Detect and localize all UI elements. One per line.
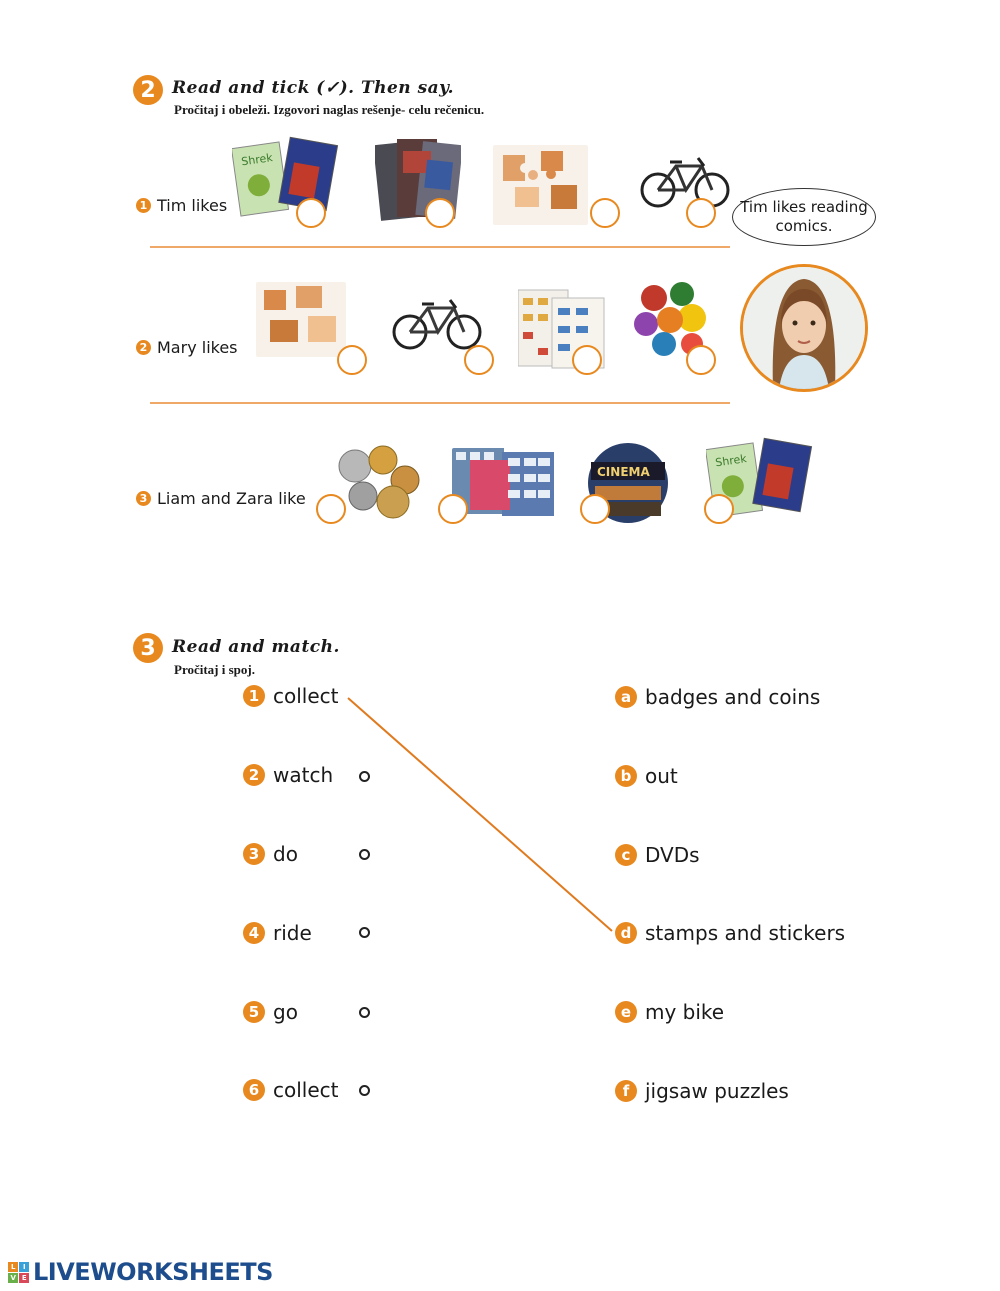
- match-right-item-b[interactable]: [615, 764, 678, 788]
- match-right-item-a[interactable]: [615, 685, 820, 709]
- match-dot[interactable]: [359, 1085, 370, 1096]
- logo-letter: E: [19, 1273, 29, 1283]
- exercise-2-title: Read and tick (✓). Then say.: [172, 78, 455, 98]
- match-right-item-d[interactable]: [615, 921, 845, 945]
- match-dot[interactable]: [359, 1007, 370, 1018]
- item-text: badges and coins: [645, 685, 821, 709]
- item-text: watch: [273, 763, 334, 787]
- logo-icon: [8, 1262, 29, 1283]
- match-dot[interactable]: [359, 771, 370, 782]
- match-left-item-4: [243, 921, 312, 945]
- match-left-item-3: [243, 842, 298, 866]
- row-number-badge: 2: [136, 340, 151, 355]
- row-label-text: Liam and Zara like: [157, 489, 306, 508]
- item-text: out: [645, 764, 678, 788]
- match-left-item-1: [243, 684, 339, 708]
- item-text: go: [273, 1000, 298, 1024]
- match-dot[interactable]: [359, 927, 370, 938]
- row-label-text: Mary likes: [157, 338, 238, 357]
- item-text: collect: [273, 1078, 339, 1102]
- item-text: ride: [273, 921, 312, 945]
- exercise-3-badge: 3: [133, 633, 163, 663]
- match-dot[interactable]: [359, 849, 370, 860]
- logo-letter: L: [8, 1262, 18, 1272]
- match-left-item-5: [243, 1000, 298, 1024]
- item-text: collect: [273, 684, 339, 708]
- exercise-2-subtitle: Pročitaj i obeleži. Izgovori naglas rešenje- celu rečenicu.: [174, 102, 485, 117]
- item-number-badge: 4: [243, 922, 265, 944]
- exercise-2-badge: 2: [133, 75, 163, 105]
- row-number-badge: 1: [136, 198, 151, 213]
- item-text: my bike: [645, 1000, 725, 1024]
- logo-text: LIVEWORKSHEETS: [33, 1258, 273, 1286]
- item-number-badge: 3: [243, 843, 265, 865]
- item-letter-badge: b: [615, 765, 637, 787]
- match-right-item-c[interactable]: [615, 843, 700, 867]
- svg-text:Shrek: Shrek: [714, 452, 748, 470]
- svg-text:CINEMA: CINEMA: [597, 465, 650, 479]
- item-number-badge: 1: [243, 685, 265, 707]
- item-text: DVDs: [645, 843, 700, 867]
- item-letter-badge: e: [615, 1001, 637, 1023]
- item-letter-badge: c: [615, 844, 637, 866]
- example-match-line: [348, 698, 612, 931]
- item-letter-badge: d: [615, 922, 637, 944]
- logo-letter: V: [8, 1273, 18, 1283]
- liveworksheets-logo: [8, 1258, 273, 1286]
- svg-text:Shrek: Shrek: [240, 151, 274, 169]
- item-number-badge: 5: [243, 1001, 265, 1023]
- match-left-item-2: [243, 763, 333, 787]
- row-number-badge: 3: [136, 491, 151, 506]
- item-number-badge: 6: [243, 1079, 265, 1101]
- match-right-item-e[interactable]: [615, 1000, 724, 1024]
- item-number-badge: 2: [243, 764, 265, 786]
- speech-bubble: Tim likes reading comics.: [732, 188, 876, 246]
- match-left-item-6: [243, 1078, 339, 1102]
- item-text: do: [273, 842, 298, 866]
- exercise-3-title: Read and match.: [172, 637, 340, 657]
- exercise-3-subtitle: Pročitaj i spoj.: [174, 662, 255, 677]
- item-letter-badge: a: [615, 686, 637, 708]
- item-text: stamps and stickers: [645, 921, 846, 945]
- match-right-item-f[interactable]: [615, 1079, 789, 1103]
- item-text: jigsaw puzzles: [645, 1079, 789, 1103]
- row-label-text: Tim likes: [157, 196, 228, 215]
- item-letter-badge: f: [615, 1080, 637, 1102]
- logo-letter: I: [19, 1262, 29, 1272]
